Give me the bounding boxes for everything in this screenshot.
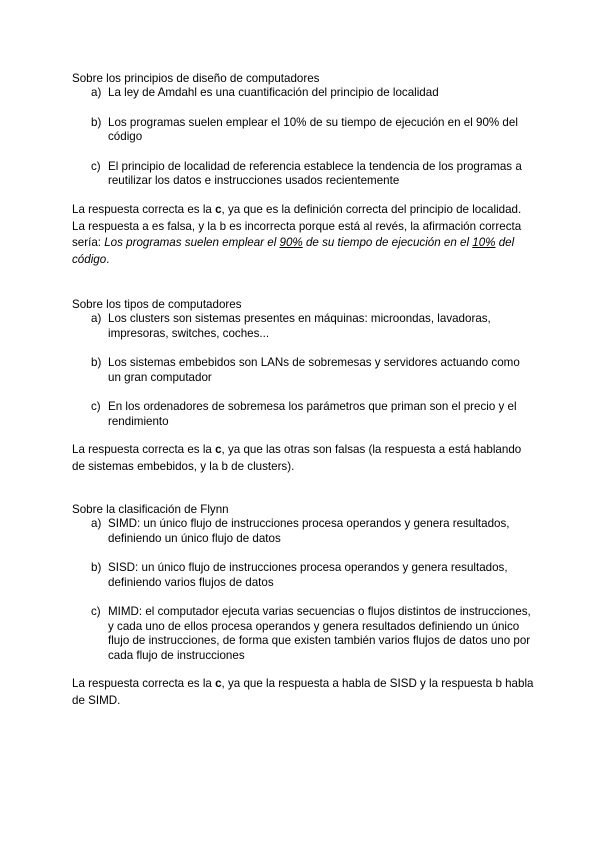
option-a [72,312,532,341]
option-letter: c) [91,605,101,618]
option-c [72,400,532,429]
option-text: SISD: un único flujo de instrucciones procesa operandos y genera resultados, definiendo varios flujos de datos [108,561,508,589]
option-letter: c) [91,400,101,413]
option-letter: a) [91,517,102,530]
option-letter: b) [91,356,102,369]
answer-letter: c [215,443,222,456]
option-b [72,116,532,145]
option-a [72,86,532,101]
answer-prefix: La respuesta correcta es la [72,203,216,216]
option-text: El principio de localidad de referencia establece la tendencia de los programas a reutilizar los datos e instrucciones usados recientemente [108,159,522,187]
option-text: Los clusters son sistemas presentes en máquinas: microondas, lavadoras, impresoras, switches, coches... [108,312,491,340]
option-b [72,561,532,590]
option-c [72,605,532,663]
options-list [72,517,532,663]
option-letter: b) [91,561,102,574]
underlined-value: 10% [472,236,496,250]
corrected-part: del código [72,236,515,266]
answer-3 [72,676,534,709]
question-title: Sobre los tipos de computadores [72,298,242,311]
answer-letter: c [215,677,222,690]
corrected-part: de su tiempo de ejecución en el [302,236,473,250]
options-list [72,312,532,429]
question-2 [72,297,532,429]
answer-1 [72,202,534,268]
answer-letter: c [215,203,222,216]
question-1 [72,71,532,189]
answer-2 [72,442,534,475]
option-letter: c) [91,159,101,173]
answer-suffix: . [106,252,110,266]
answer-explanation: , ya que es la definición correcta del principio de localidad. La respuesta a es falsa, y la b es incorrecta porque está al revés, la afirmación correcta sería: [72,203,522,250]
corrected-statement [72,236,514,266]
option-letter: b) [91,115,102,129]
corrected-part: Los programas suelen emplear el [104,236,280,250]
option-c [72,160,532,189]
option-text: En los ordenadores de sobremesa los parámetros que priman son el precio y el rendimiento [108,400,517,428]
option-a [72,517,532,546]
options-list [72,86,532,189]
answer-explanation: , ya que la respuesta a habla de SISD y la respuesta b habla de SIMD. [72,677,534,707]
option-text: La ley de Amdahl es una cuantificación del principio de localidad [108,86,439,99]
underlined-value: 90% [279,236,303,250]
question-title: Sobre la clasificación de Flynn [72,503,229,516]
answer-prefix: La respuesta correcta es la [72,443,216,456]
option-text: MIMD: el computador ejecuta varias secuencias o flujos distintos de instrucciones, y cada uno de ellos procesa operandos y genera resultados definiendo un único flujo de instrucciones, de forma que existen también varios flujos de datos uno por cada flujo de instrucciones [108,605,531,662]
answer-explanation: , ya que las otras son falsas (la respuesta a está hablando de sistemas embebidos, y la b de clusters). [72,443,522,473]
question-title: Sobre los principios de diseño de computadores [72,72,320,85]
option-letter: a) [91,312,102,325]
question-3 [72,502,532,663]
option-b [72,356,532,385]
option-text: Los programas suelen emplear el 10% de su tiempo de ejecución en el 90% del código [108,115,518,143]
option-letter: a) [91,86,102,99]
option-text: SIMD: un único flujo de instrucciones procesa operandos y genera resultados, definiendo un único flujo de datos [108,517,510,545]
option-text: Los sistemas embebidos son LANs de sobremesas y servidores actuando como un gran computador [108,356,520,384]
answer-prefix: La respuesta correcta es la [72,677,216,690]
